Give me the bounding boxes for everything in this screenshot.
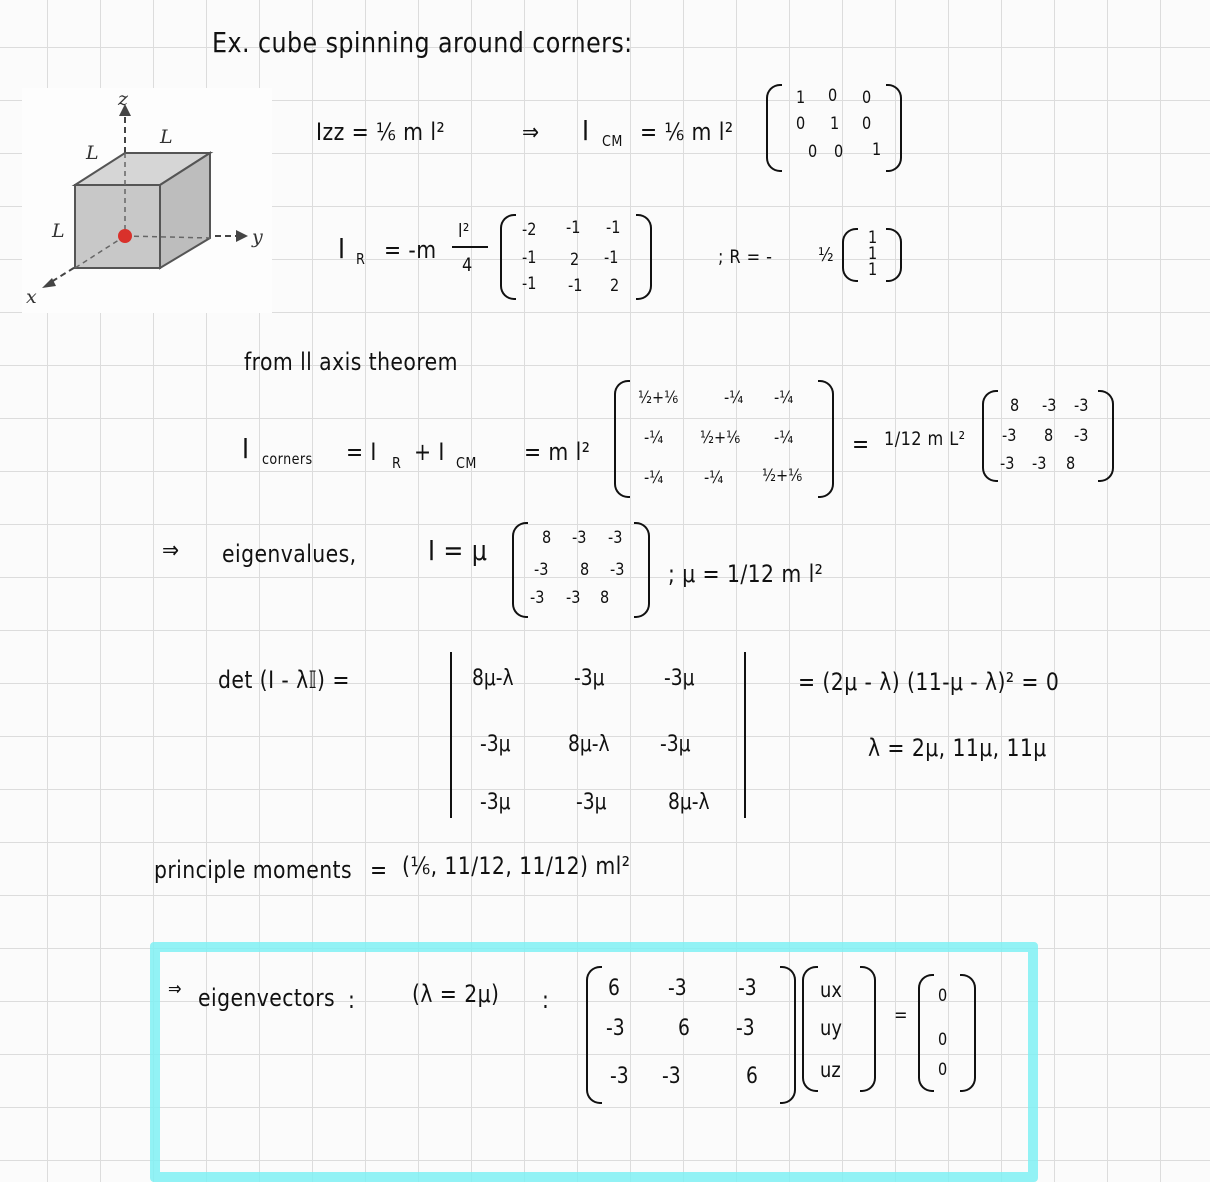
matrix-cell: 6 [678,1016,690,1041]
principle-moments-label: principle moments [154,856,353,884]
x-axis-label: x [26,286,37,308]
matrix-cell: -3μ [660,732,691,757]
matrix-cell: 1 [872,140,882,160]
matrix-cell: -3 [662,1064,681,1089]
matrix-ir [500,214,652,300]
side-label-front: L [52,220,65,242]
matrix-cell: 6 [608,976,620,1001]
ir-frac-bar [452,246,488,248]
izz-equation: Izz = ⅙ m l² [316,118,446,146]
matrix-cell: -3μ [480,790,511,815]
matrix-cell: -3 [610,1064,629,1089]
matrix-cell: 2 [570,250,580,270]
i-eq-mu: I = μ [428,534,488,567]
r-definition: ; R = - [718,246,773,268]
matrix-cell: -3μ [664,666,695,691]
matrix-cell: ½+⅙ [638,388,679,408]
matrix-cell: -1 [522,248,537,268]
case-colon: : [542,986,550,1014]
matrix-cell: -3 [608,528,623,548]
matrix-cell: -¼ [644,428,664,448]
icorners-eq: = I [346,438,377,466]
mu-definition: ; μ = 1/12 m l² [668,560,824,588]
matrix-cell: -1 [522,274,537,294]
icm-sub-2: CM [456,454,477,472]
matrix-cell: -3 [1000,454,1015,474]
matrix-cell: -3 [530,588,545,608]
matrix-cell: ½+⅙ [700,428,741,448]
eigenvectors-label: eigenvectors [198,984,336,1012]
vector-u [802,966,876,1092]
characteristic-equation: = (2μ - λ) (11-μ - λ)² = 0 [798,668,1060,696]
matrix-det [450,652,750,818]
vector-zero [918,974,976,1092]
axis-theorem-label: from ll axis theorem [244,348,458,376]
cube-diagram [22,88,272,313]
matrix-cell: -1 [568,276,583,296]
matrix-eigen [512,522,650,618]
side-label-top: L [160,126,173,148]
implies-arrow-1: ⇒ [522,118,540,146]
principle-moments-value: (⅙, 11/12, 11/12) ml² [402,852,631,880]
matrix-cell: 8μ-λ [472,666,514,691]
matrix-result [982,390,1114,482]
side-label-left: L [86,142,99,164]
matrix-cell: -3 [572,528,587,548]
corner-dot [118,229,132,243]
implies-arrow-3: ⇒ [168,978,182,1000]
matrix-cell: -1 [566,218,581,238]
principle-eq: = [370,856,388,884]
vector-r [842,228,902,282]
matrix-cell: -1 [604,248,619,268]
matrix-cell: -3 [1074,396,1089,416]
ir-symbol: I [338,232,346,265]
ir-frac-den: 4 [462,254,473,276]
matrix-cell: -2 [522,220,537,240]
matrix-cell: -3μ [576,790,607,815]
matrix-cell: 0 [796,114,806,134]
vector-cell: 1 [868,260,878,280]
matrix-cell: 8 [1010,396,1020,416]
matrix-cell: -3μ [480,732,511,757]
matrix-cell: -3 [566,588,581,608]
matrix-cell: 1 [796,88,806,108]
icorners-symbol: I [242,432,250,465]
ir-rhs: = -m [384,236,437,264]
icm-symbol: I [582,114,590,147]
matrix-cell: -¼ [704,468,724,488]
ir-frac-num: l² [458,220,470,242]
icm-subscript: CM [602,132,623,150]
vector-cell: 0 [938,1030,948,1050]
matrix-cell: -1 [606,218,621,238]
matrix-cell: -3 [738,976,757,1001]
matrix-cell: 8 [542,528,552,548]
eigenvectors-colon: : [348,986,356,1014]
page-title: Ex. cube spinning around corners: [212,26,633,59]
eigenvectors-eq: = [894,1004,908,1026]
icorners-subscript: corners [262,450,313,468]
eq-ml2: = m l² [524,438,591,466]
icm-rhs: = ⅙ m l² [640,118,734,146]
ir-subscript: R [356,250,366,268]
matrix-cell: -3 [534,560,549,580]
ir-sub-2: R [392,454,402,472]
det-label: det (I - λ𝕀) = [218,666,350,694]
matrix-cell: -3 [1032,454,1047,474]
matrix-cell: -¼ [774,428,794,448]
matrix-cell: -3 [1074,426,1089,446]
matrix-cell: 0 [862,88,872,108]
cube-figure [22,88,272,313]
matrix-cell: -¼ [774,388,794,408]
eq-3: = [852,430,870,458]
matrix-eigenvector [586,966,796,1104]
matrix-cell: -¼ [724,388,744,408]
matrix-cell: 8μ-λ [568,732,610,757]
implies-arrow-2: ⇒ [162,536,180,564]
matrix-cell: 8 [1066,454,1076,474]
matrix-cell: 8 [1044,426,1054,446]
vector-cell: ux [820,978,842,1002]
r-fraction: ½ [818,244,835,266]
matrix-cell: -3μ [574,666,605,691]
matrix-cell: -3 [610,560,625,580]
vector-cell: 1 [868,228,878,248]
plus-icm: + I [414,438,445,466]
z-axis-label: z [118,88,129,110]
eigenvalues-label: eigenvalues, [222,540,357,568]
vector-cell: uz [820,1058,841,1082]
matrix-cell: 0 [808,142,818,162]
matrix-cell: 8 [580,560,590,580]
matrix-cell: 8μ-λ [668,790,710,815]
matrix-cell: -¼ [644,468,664,488]
matrix-cell: 1 [830,114,840,134]
lambda-case: (λ = 2μ) [412,980,500,1008]
matrix-cell: 8 [600,588,610,608]
matrix-cell: -3 [1042,396,1057,416]
coef-twelfth: 1/12 m L² [884,428,966,450]
matrix-cell: 0 [862,114,872,134]
vector-cell: 0 [938,986,948,1006]
matrix-cell: 0 [834,142,844,162]
vector-cell: 1 [868,244,878,264]
matrix-cell: -3 [606,1016,625,1041]
matrix-cell: 2 [610,276,620,296]
matrix-cell: -3 [736,1016,755,1041]
matrix-cell: -3 [1002,426,1017,446]
matrix-cell: ½+⅙ [762,466,803,486]
vector-cell: 0 [938,1060,948,1080]
matrix-cell: 6 [746,1064,758,1089]
matrix-cell: 0 [828,86,838,106]
y-axis-label: y [252,226,263,248]
lambda-values: λ = 2μ, 11μ, 11μ [868,734,1047,762]
matrix-sum [614,380,834,498]
matrix-icm [766,84,902,172]
matrix-cell: -3 [668,976,687,1001]
vector-cell: uy [820,1016,842,1040]
